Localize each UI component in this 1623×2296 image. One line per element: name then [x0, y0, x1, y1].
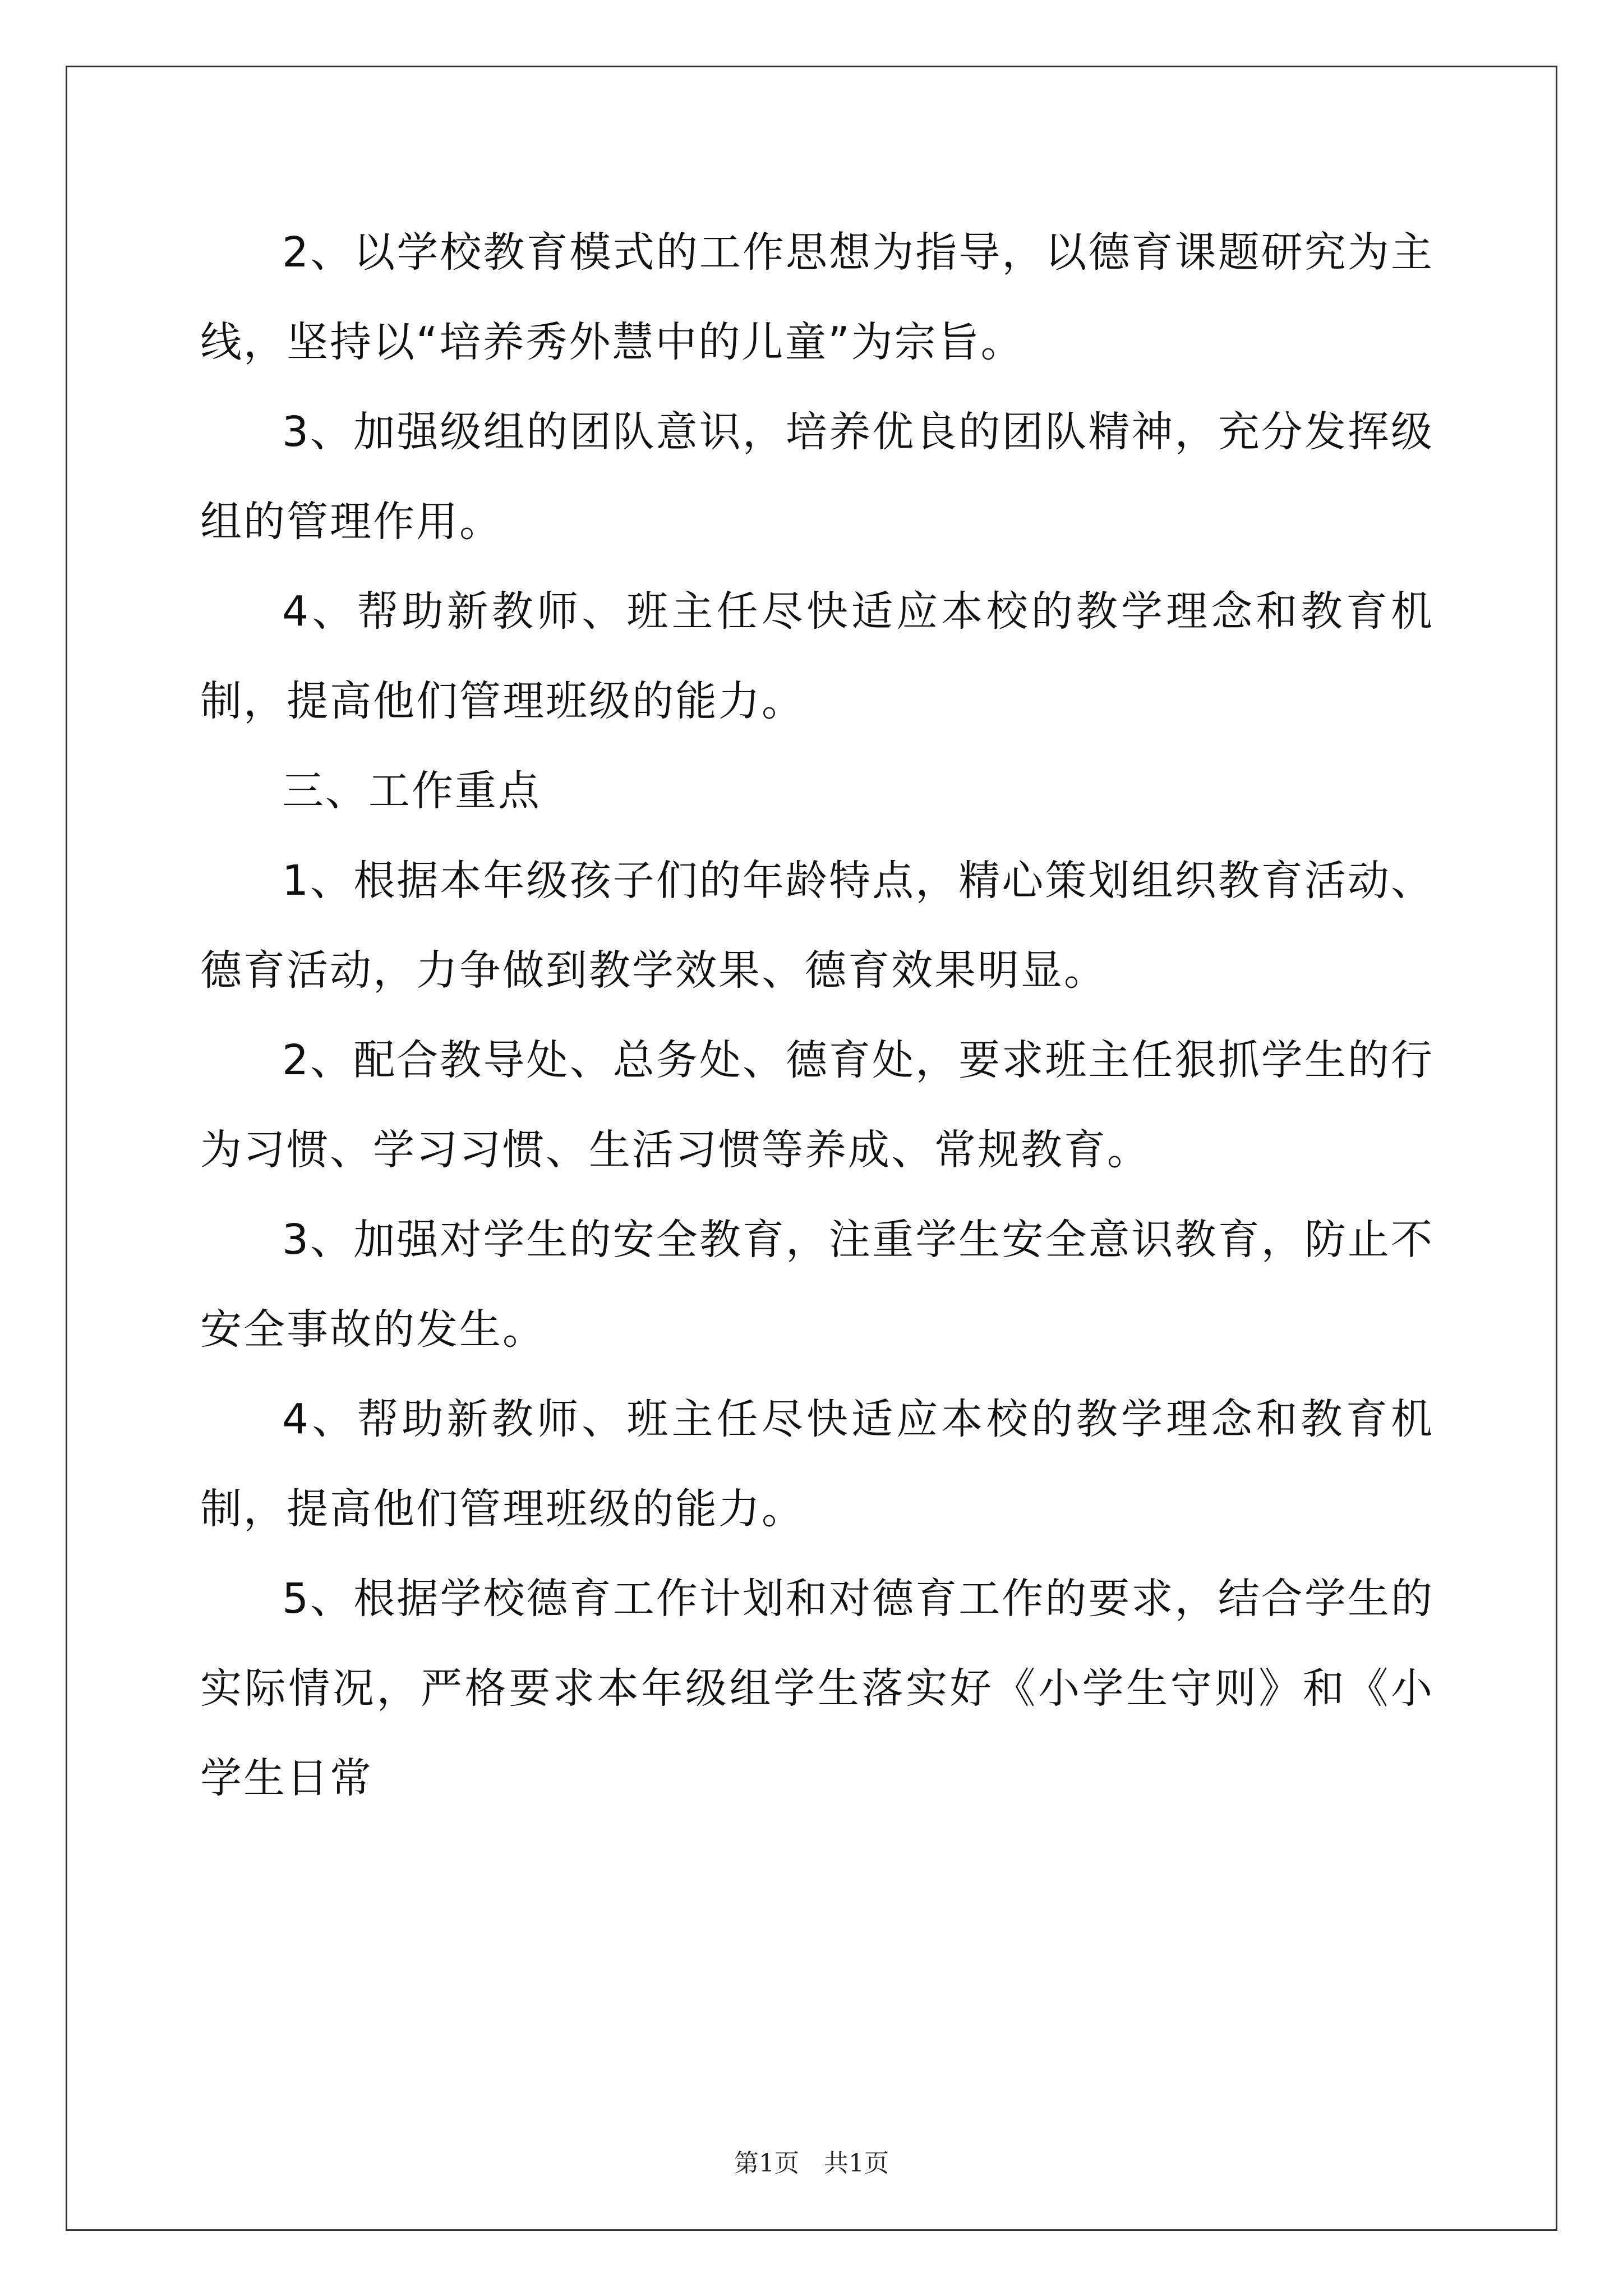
paragraph: 3、加强对学生的安全教育，注重学生安全意识教育，防止不安全事故的发生。: [200, 1216, 1434, 1354]
document-body: [200, 208, 1434, 1823]
page-footer: 第1页 共1页: [734, 2149, 889, 2178]
paragraph: 1、根据本年级孩子们的年龄特点，精心策划组织教育活动、德育活动，力争做到教学效果、德育效果明显。: [200, 857, 1434, 995]
paragraph: 3、加强级组的团队意识，培养优良的团队精神，充分发挥级组的管理作用。: [200, 408, 1434, 546]
paragraph: 4、帮助新教师、班主任尽快适应本校的教学理念和教育机制，提高他们管理班级的能力。: [200, 1395, 1434, 1533]
paragraph: 5、根据学校德育工作计划和对德育工作的要求，结合学生的实际情况，严格要求本年级组学生落实好《小学生守则》和《小学生日常: [200, 1575, 1434, 1802]
section-heading: 三、工作重点: [282, 767, 541, 815]
paragraph: 2、以学校教育模式的工作思想为指导，以德育课题研究为主线，坚持以“培养秀外慧中的儿童”为宗旨。: [200, 228, 1434, 366]
paragraph: 4、帮助新教师、班主任尽快适应本校的教学理念和教育机制，提高他们管理班级的能力。: [200, 587, 1434, 725]
paragraph: 2、配合教导处、总务处、德育处，要求班主任狠抓学生的行为习惯、学习习惯、生活习惯等养成、常规教育。: [200, 1036, 1434, 1174]
